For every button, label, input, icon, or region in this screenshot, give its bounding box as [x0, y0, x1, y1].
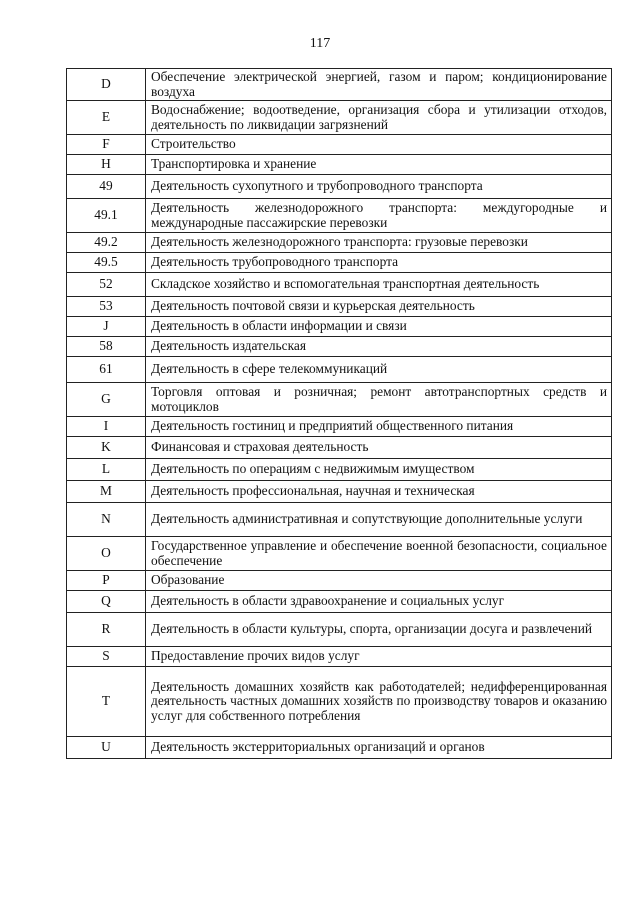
activity-code-cell: K: [67, 437, 146, 459]
activity-description-cell: Образование: [146, 571, 612, 591]
activity-description-cell: Деятельность трубопроводного транспорта: [146, 253, 612, 273]
activity-description-cell: Обеспечение электрической энергией, газом и паром; кондиционирование воздуха: [146, 69, 612, 101]
activity-code-cell: 58: [67, 337, 146, 357]
table-row: [67, 503, 612, 537]
activity-code-cell: L: [67, 459, 146, 481]
table-row: [67, 101, 612, 135]
activity-code-cell: H: [67, 155, 146, 175]
activity-description-cell: Предоставление прочих видов услуг: [146, 647, 612, 667]
activity-code-cell: P: [67, 571, 146, 591]
activity-code-cell: 49: [67, 175, 146, 199]
activity-code-cell: D: [67, 69, 146, 101]
table-row: [67, 571, 612, 591]
activity-description-cell: Финансовая и страховая деятельность: [146, 437, 612, 459]
activity-code-cell: E: [67, 101, 146, 135]
table-row: [67, 613, 612, 647]
activity-code-cell: 61: [67, 357, 146, 383]
activity-description-cell: Деятельность по операциям с недвижимым имуществом: [146, 459, 612, 481]
activity-description-cell: Деятельность железнодорожного транспорта: грузовые перевозки: [146, 233, 612, 253]
activity-code-cell: S: [67, 647, 146, 667]
activity-code-cell: J: [67, 317, 146, 337]
activity-code-cell: 52: [67, 273, 146, 297]
activity-code-cell: 49.5: [67, 253, 146, 273]
table-row: [67, 357, 612, 383]
activity-code-cell: I: [67, 417, 146, 437]
table-row: [67, 537, 612, 571]
table-row: [67, 199, 612, 233]
table-row: [67, 647, 612, 667]
activity-description-cell: Деятельность железнодорожного транспорта: междугородные и международные пассажирские перевозки: [146, 199, 612, 233]
activity-description-cell: Транспортировка и хранение: [146, 155, 612, 175]
activity-code-cell: O: [67, 537, 146, 571]
activity-description-cell: Деятельность административная и сопутствующие дополнительные услуги: [146, 503, 612, 537]
table-row: [67, 175, 612, 199]
activity-description-cell: Деятельность домашних хозяйств как работодателей; недифференцированная деятельность частных домашних хозяйств по производству товаров и оказанию услуг для собственного потребления: [146, 667, 612, 737]
activity-description-cell: Деятельность в области здравоохранение и социальных услуг: [146, 591, 612, 613]
activity-code-cell: F: [67, 135, 146, 155]
activity-code-cell: G: [67, 383, 146, 417]
activity-code-cell: M: [67, 481, 146, 503]
table-row: [67, 253, 612, 273]
activity-description-cell: Деятельность профессиональная, научная и техническая: [146, 481, 612, 503]
table-row: [67, 459, 612, 481]
table-body: [67, 69, 612, 759]
page-number: 117: [309, 36, 331, 51]
table-row: [67, 273, 612, 297]
activity-description-cell: Деятельность в сфере телекоммуникаций: [146, 357, 612, 383]
activity-description-cell: Деятельность почтовой связи и курьерская деятельность: [146, 297, 612, 317]
activity-code-cell: 49.1: [67, 199, 146, 233]
activity-description-cell: Строительство: [146, 135, 612, 155]
table-row: [67, 135, 612, 155]
table-row: [67, 317, 612, 337]
table-row: [67, 297, 612, 317]
activity-description-cell: Водоснабжение; водоотведение, организация сбора и утилизации отходов, деятельность по ликвидации загрязнений: [146, 101, 612, 135]
activity-description-cell: Деятельность в области информации и связи: [146, 317, 612, 337]
table-row: [67, 737, 612, 759]
activity-code-cell: 53: [67, 297, 146, 317]
table-row: [67, 667, 612, 737]
table-row: [67, 69, 612, 101]
activity-code-cell: 49.2: [67, 233, 146, 253]
table-row: [67, 337, 612, 357]
activity-code-cell: U: [67, 737, 146, 759]
activity-description-cell: Государственное управление и обеспечение военной безопасности, социальное обеспечение: [146, 537, 612, 571]
table-row: [67, 591, 612, 613]
activity-code-cell: Q: [67, 591, 146, 613]
table-row: [67, 417, 612, 437]
activity-description-cell: Деятельность сухопутного и трубопроводного транспорта: [146, 175, 612, 199]
table-row: [67, 233, 612, 253]
table-row: [67, 481, 612, 503]
table-row: [67, 383, 612, 417]
activity-description-cell: Торговля оптовая и розничная; ремонт автотранспортных средств и мотоциклов: [146, 383, 612, 417]
activity-code-cell: N: [67, 503, 146, 537]
table-row: [67, 437, 612, 459]
activity-description-cell: Деятельность в области культуры, спорта, организации досуга и развлечений: [146, 613, 612, 647]
activity-description-cell: Складское хозяйство и вспомогательная транспортная деятельность: [146, 273, 612, 297]
activity-description-cell: Деятельность экстерриториальных организаций и органов: [146, 737, 612, 759]
table-row: [67, 155, 612, 175]
activity-description-cell: Деятельность гостиниц и предприятий общественного питания: [146, 417, 612, 437]
activity-codes-table: [66, 68, 612, 759]
activity-description-cell: Деятельность издательская: [146, 337, 612, 357]
activity-code-cell: T: [67, 667, 146, 737]
activity-code-cell: R: [67, 613, 146, 647]
